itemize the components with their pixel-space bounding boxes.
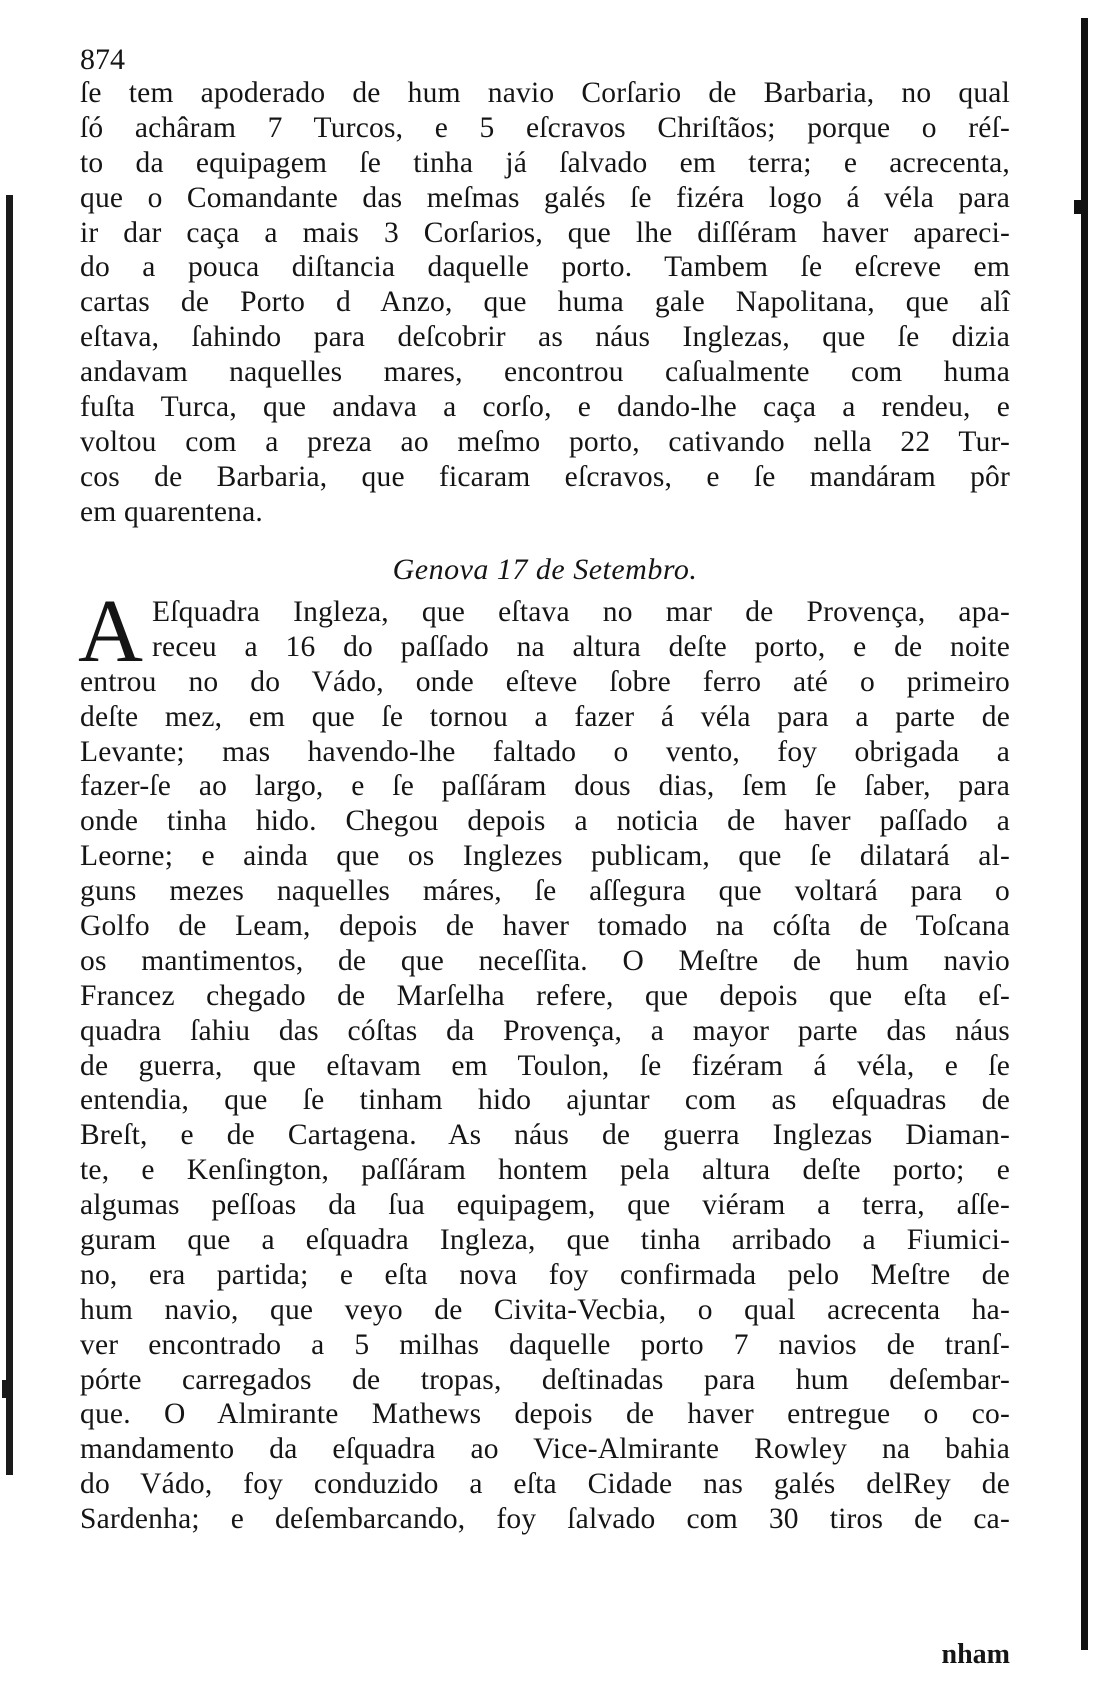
right-margin-mark: [1074, 200, 1084, 214]
text-line: voltou com a preza ao meſmo porto, cativando nella 22 Tur-: [80, 425, 1010, 458]
text-line: Levante; mas havendo-lhe faltado o vento, foy obrigada a: [80, 735, 1010, 768]
text-line: deſte mez, em que ſe tornou a fazer á véla para a parte de: [80, 700, 1010, 733]
text-line: guram que a eſquadra Ingleza, que tinha arribado a Fiumici-: [80, 1224, 1010, 1257]
text-line: onde tinha hido. Chegou depois a noticia de haver paſſado a: [80, 805, 1010, 838]
text-line: hum navio, que veyo de Civita-Vecbia, o qual acrecenta ha-: [80, 1293, 1010, 1326]
text-line: Breſt, e de Cartagena. As náus de guerra Inglezas Diaman-: [80, 1119, 1010, 1152]
text-line: quadra ſahiu das cóſtas da Provença, a mayor parte das náus: [80, 1014, 1010, 1047]
text-line: fazer-ſe ao largo, e ſe paſſáram dous dias, ſem ſe ſaber, para: [80, 770, 1010, 803]
paragraph-genova: [80, 595, 1010, 1537]
text-line: Golfo de Leam, depois de haver tomado na cóſta de Toſcana: [80, 910, 1010, 943]
text-line: cartas de Porto d Anzo, que huma gale Napolitana, que alî: [80, 286, 1010, 319]
text-line: ver encontrado a 5 milhas daquelle porto 7 navios de tranſ-: [80, 1328, 1010, 1361]
text-line: receu a 16 do paſſado na altura deſte porto, e de noite: [152, 630, 1010, 663]
text-line: te, e Kenſington, paſſáram hontem pela altura deſte porto; e: [80, 1154, 1010, 1187]
left-margin-mark: [2, 1380, 12, 1398]
text-line: entrou no do Vádo, onde eſteve ſobre ferro até o primeiro: [80, 665, 1010, 698]
left-margin-rule: [6, 195, 13, 1475]
text-line: guns mezes naquelles máres, ſe aſſegura que voltará para o: [80, 875, 1010, 908]
text-line: mandamento da eſquadra ao Vice-Almirante Rowley na bahia: [80, 1433, 1010, 1466]
text-line: Sardenha; e deſembarcando, foy ſalvado com 30 tiros de ca-: [80, 1503, 1010, 1536]
text-line: que. O Almirante Mathews depois de haver entregue o co-: [80, 1398, 1010, 1431]
page-number: 874: [80, 43, 125, 76]
text-line: ſe tem apoderado de hum navio Corſario de Barbaria, no qual: [80, 77, 1010, 109]
text-line: do a pouca diſtancia daquelle porto. Tambem ſe eſcreve em: [80, 251, 1010, 284]
text-line: andavam naquelles mares, encontrou caſualmente com huma: [80, 356, 1010, 389]
paragraph-continued: [80, 76, 1010, 530]
text-line: Eſquadra Ingleza, que eſtava no mar de Provença, apa-: [152, 596, 1010, 628]
text-line: entendia, que ſe tinham hido ajuntar com as eſquadras de: [80, 1084, 1010, 1117]
text-line: eſtava, ſahindo para deſcobrir as náus Inglezas, que ſe dizia: [80, 321, 1010, 354]
text-line: ir dar caça a mais 3 Corſarios, que lhe diſſéram haver apareci-: [80, 216, 1010, 249]
catchword: nham: [941, 1639, 1010, 1670]
text-line: cos de Barbaria, que ficaram eſcravos, e ſe mandáram pôr: [80, 460, 1010, 493]
text-line: Leorne; e ainda que os Inglezes publicam, que ſe dilatará al-: [80, 840, 1010, 873]
text-line: ſó achâram 7 Turcos, e 5 eſcravos Chriſtãos; porque o réſ-: [80, 111, 1010, 144]
text-line: pórte carregados de tropas, deſtinadas para hum deſembar-: [80, 1363, 1010, 1396]
text-line: to da equipagem ſe tinha já ſalvado em terra; e acrecenta,: [80, 146, 1010, 179]
text-line: de guerra, que eſtavam em Toulon, ſe fizéram á véla, e ſe: [80, 1049, 1010, 1082]
text-line: fuſta Turca, que andava a corſo, e dando-lhe caça a rendeu, e: [80, 391, 1010, 424]
right-margin-rule: [1081, 18, 1088, 1650]
text-line: Francez chegado de Marſelha refere, que depois que eſta eſ-: [80, 979, 1010, 1012]
text-line: algumas peſſoas da ſua equipagem, que viéram a terra, aſſe-: [80, 1189, 1010, 1222]
text-line: do Vádo, foy conduzido a eſta Cidade nas galés delRey de: [80, 1468, 1010, 1501]
text-line: no, era partida; e eſta nova foy confirmada pelo Meſtre de: [80, 1258, 1010, 1291]
text-line: os mantimentos, de que neceſſita. O Meſtre de hum navio: [80, 944, 1010, 977]
drop-cap-letter: A: [78, 582, 143, 681]
dateline-heading: Genova 17 de Setembro.: [392, 553, 698, 586]
text-line: que o Comandante das meſmas galés ſe fizéra logo á véla para: [80, 181, 1010, 214]
text-line: em quarentena.: [80, 495, 263, 528]
